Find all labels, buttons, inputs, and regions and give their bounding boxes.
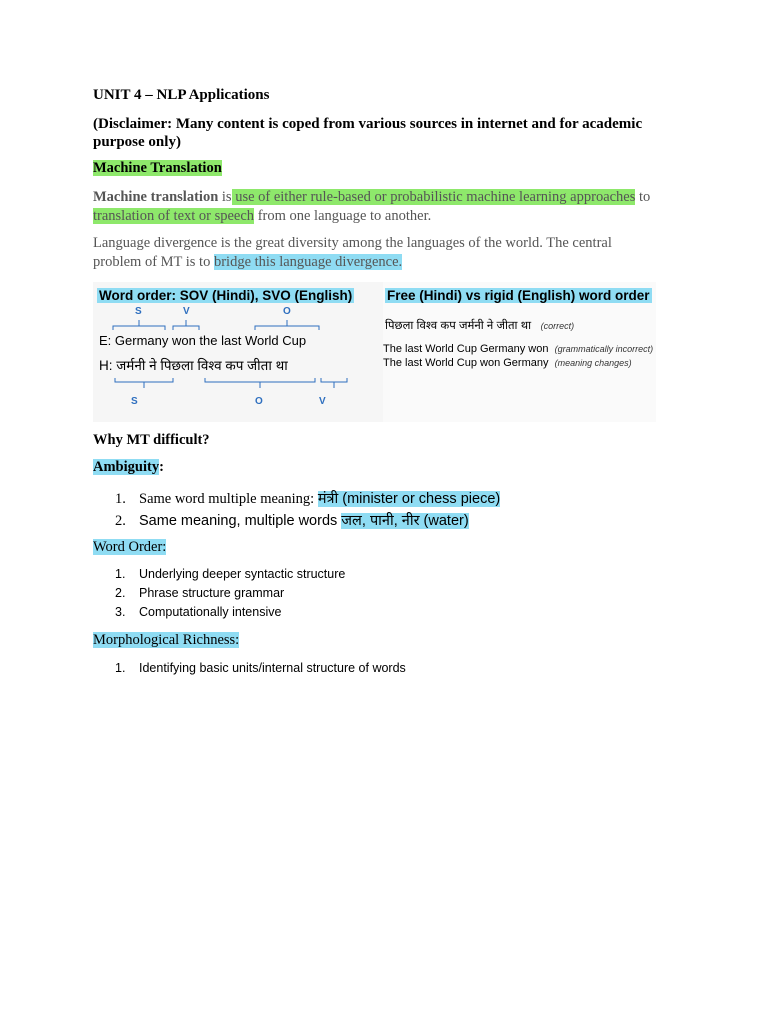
ambiguity-item-text: Same word multiple meaning: [139, 491, 315, 507]
list-number: 2. [115, 513, 126, 529]
ambiguity-colon: : [159, 459, 164, 475]
list-number: 3. [115, 605, 126, 619]
document-title: UNIT 4 – NLP Applications [93, 87, 270, 103]
list-number: 2. [115, 586, 126, 600]
ambiguity-item-highlight: जल, पानी, नीर (water) [341, 513, 469, 529]
figure-right-line1-row [383, 343, 653, 355]
definition-term: Machine translation [93, 189, 219, 205]
list-number: 1. [115, 567, 126, 581]
machine-translation-definition [93, 188, 683, 226]
bracket-verb-top [173, 320, 199, 330]
figure-right-line2-row [383, 357, 632, 369]
word-order-heading-text: Word Order: [93, 539, 167, 555]
figure-letter-o-bottom: O [255, 396, 263, 407]
ambiguity-item [115, 510, 469, 530]
morphology-item-text: Identifying basic units/internal structure of words [139, 661, 406, 675]
morphological-richness-heading-text: Morphological Richness: [93, 632, 240, 648]
divergence-highlight: bridge this language divergence. [213, 254, 403, 270]
word-order-figure [93, 282, 656, 422]
word-order-item [115, 605, 281, 619]
definition-highlight-1: use of either rule-based or probabilistic machine learning approaches [231, 189, 636, 205]
figure-hindi-sentence: H: जर्मनी ने पिछला विश्व कप जीता था [99, 358, 288, 373]
word-order-item-text: Underlying deeper syntactic structure [139, 567, 346, 581]
machine-translation-heading [93, 160, 222, 177]
ambiguity-heading-text: Ambiguity [93, 459, 160, 475]
figure-right-line1: The last World Cup Germany won [383, 343, 549, 355]
word-order-item-text: Computationally intensive [139, 605, 282, 619]
definition-highlight-2: translation of text or speech [93, 208, 255, 224]
ambiguity-item-highlight: मंत्री (minister or chess piece) [317, 491, 501, 507]
list-number: 1. [115, 661, 126, 675]
figure-letter-s-top: S [135, 306, 142, 317]
word-order-heading [93, 539, 166, 556]
disclaimer: (Disclaimer: Many content is coped from various sources in internet and for academic purpose only) [93, 116, 643, 150]
definition-to: to [639, 189, 651, 205]
why-mt-difficult-heading: Why MT difficult? [93, 432, 210, 448]
figure-letter-v-top: V [183, 306, 190, 317]
bracket-object-top [255, 320, 319, 330]
figure-right-hindi-row [385, 318, 574, 333]
bracket-subject-bottom [115, 378, 173, 388]
definition-is: is [218, 189, 232, 205]
definition-rest: from one language to another. [254, 208, 432, 224]
figure-right-panel [383, 282, 656, 422]
figure-bottom-brackets [93, 374, 373, 394]
list-number: 1. [115, 491, 126, 507]
figure-left-heading: Word order: SOV (Hindi), SVO (English) [99, 288, 353, 303]
figure-letter-v-bottom: V [319, 396, 326, 407]
language-divergence-paragraph [93, 234, 663, 272]
morphological-richness-heading [93, 632, 239, 649]
bracket-verb-bottom [321, 378, 347, 388]
word-order-item [115, 567, 345, 581]
machine-translation-heading-text: Machine Translation [93, 160, 222, 176]
ambiguity-item [115, 488, 500, 508]
figure-left-panel [93, 282, 373, 422]
bracket-subject-top [113, 320, 165, 330]
figure-english-sentence: E: Germany won the last World Cup [99, 333, 307, 348]
figure-right-hindi-note: (correct) [540, 321, 575, 331]
word-order-item [115, 586, 284, 600]
divergence-text: Language divergence is the great diversity among the languages of the world. The central problem of MT is to [93, 235, 612, 270]
figure-right-hindi: पिछला विश्व कप जर्मनी ने जीता था [385, 320, 532, 332]
figure-letter-o-top: O [283, 306, 291, 317]
word-order-item-text: Phrase structure grammar [139, 586, 285, 600]
bracket-object-bottom [205, 378, 315, 388]
figure-right-line2-note: (meaning changes) [554, 358, 632, 368]
figure-right-line2: The last World Cup won Germany [383, 357, 549, 369]
figure-letter-s-bottom: S [131, 396, 138, 407]
morphology-item [115, 661, 406, 675]
figure-right-heading: Free (Hindi) vs rigid (English) word order [387, 288, 650, 303]
ambiguity-heading [93, 459, 164, 476]
figure-right-line1-note: (grammatically incorrect) [554, 344, 654, 354]
ambiguity-item-text: Same meaning, multiple words [139, 513, 338, 529]
